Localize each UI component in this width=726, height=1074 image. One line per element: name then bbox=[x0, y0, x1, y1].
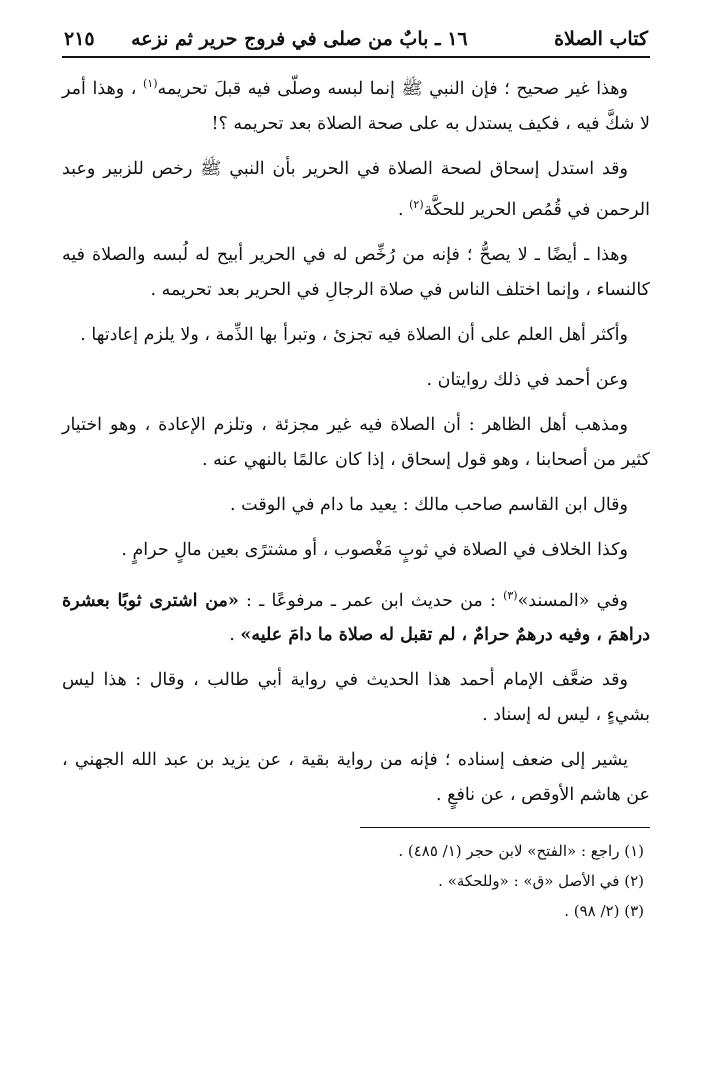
page-header bbox=[62, 28, 650, 56]
footnote-rule bbox=[360, 827, 650, 828]
hadith-quote: «من اشترى ثوبًا بعشرة دراهمَ ، وفيه درهمٌ حرامٌ ، لم تقبل له صلاة ما دامَ عليه» bbox=[62, 590, 650, 646]
text-segment: وقد استدل إسحاق لصحة الصلاة في الحرير بأن النبي ﷺ رخص للزبير وعبد الرحمن في قُمُص الحرير للحكَّة bbox=[62, 158, 650, 220]
text-segment: ومذهب أهل الظاهر : أن الصلاة فيه غير مجزئة ، وتلزم الإعادة ، وهو اختيار كثير من أصحابنا ، وهو قول إسحاق ، إذا كان عالمًا بالنهي عنه . bbox=[62, 414, 650, 470]
text-segment: : من حديث ابن عمر ـ مرفوعًا ـ : bbox=[238, 590, 504, 611]
paragraph-p1 bbox=[62, 66, 650, 142]
chapter-title: ١٦ ـ بابٌ من صلى في فروج حرير ثم نزعه bbox=[131, 28, 468, 50]
page-body bbox=[62, 66, 650, 813]
footnote-item: (١) راجع : «الفتح» لابن حجر (١/ ٤٨٥) . bbox=[398, 842, 644, 861]
page-number: ٢١٥ bbox=[64, 28, 95, 50]
text-segment: وعن أحمد في ذلك روايتان . bbox=[426, 369, 628, 390]
paragraph-p3 bbox=[62, 238, 650, 308]
paragraph-p10 bbox=[62, 663, 650, 733]
header-rule bbox=[62, 56, 650, 58]
paragraph-p11 bbox=[62, 743, 650, 813]
footnote-item: (٢) في الأصل «ق» : «وللحكة» . bbox=[438, 872, 644, 891]
paragraph-p8 bbox=[62, 533, 650, 568]
text-segment: وفي «المسند» bbox=[517, 590, 628, 611]
footnote-item: (٣) (٢/ ٩٨) . bbox=[564, 902, 644, 921]
paragraph-p7 bbox=[62, 488, 650, 523]
paragraph-p6 bbox=[62, 408, 650, 478]
footnote-ref[interactable]: (٢) bbox=[409, 197, 424, 211]
paragraph-p4 bbox=[62, 318, 650, 353]
text-segment: . bbox=[229, 625, 241, 646]
paragraph-p9 bbox=[62, 578, 650, 654]
footnote-ref[interactable]: (١) bbox=[142, 77, 158, 90]
text-segment: وكذا الخلاف في الصلاة في ثوبٍ مَغْصوب ، أو مشترًى بعين مالٍ حرامٍ . bbox=[121, 539, 628, 560]
text-segment: ، وهذا أمر لا شكَّ فيه ، فكيف يستدل به على صحة الصلاة بعد تحريمه ؟! bbox=[62, 78, 650, 134]
paragraph-p5 bbox=[62, 363, 650, 398]
text-segment: . bbox=[397, 199, 410, 220]
text-segment: وهذا ـ أيضًا ـ لا يصحُّ ؛ فإنه من رُخِّص له في الحرير أبيح له لُبسه والصلاة فيه كالنساء ، وإنما اختلف الناس في صلاة الرجالِ في الحرير بعد تحريمه . bbox=[62, 244, 650, 300]
text-segment: وأكثر أهل العلم على أن الصلاة فيه تجزئ ، وتبرأ بها الذِّمة ، ولا يلزم إعادتها . bbox=[80, 324, 628, 345]
text-segment: وهذا غير صحيح ؛ فإن النبي ﷺ إنما لبسه وصلّى فيه قبلَ تحريمه bbox=[157, 78, 628, 99]
footnote-ref[interactable]: (٣) bbox=[503, 588, 518, 602]
paragraph-p2 bbox=[62, 152, 650, 228]
text-segment: وقال ابن القاسم صاحب مالك : يعيد ما دام في الوقت . bbox=[230, 494, 628, 515]
book-title: كتاب الصلاة bbox=[554, 28, 648, 50]
footnotes bbox=[62, 836, 650, 926]
text-segment: وقد ضعَّف الإمام أحمد هذا الحديث في رواية أبي طالب ، وقال : هذا ليس بشيءٍ ، ليس له إسناد . bbox=[62, 670, 650, 726]
text-segment: يشير إلى ضعف إسناده ؛ فإنه من رواية بقية ، عن يزيد بن عبد الله الجهني ، عن هاشم الأوقص ، عن نافعٍ . bbox=[62, 750, 650, 806]
